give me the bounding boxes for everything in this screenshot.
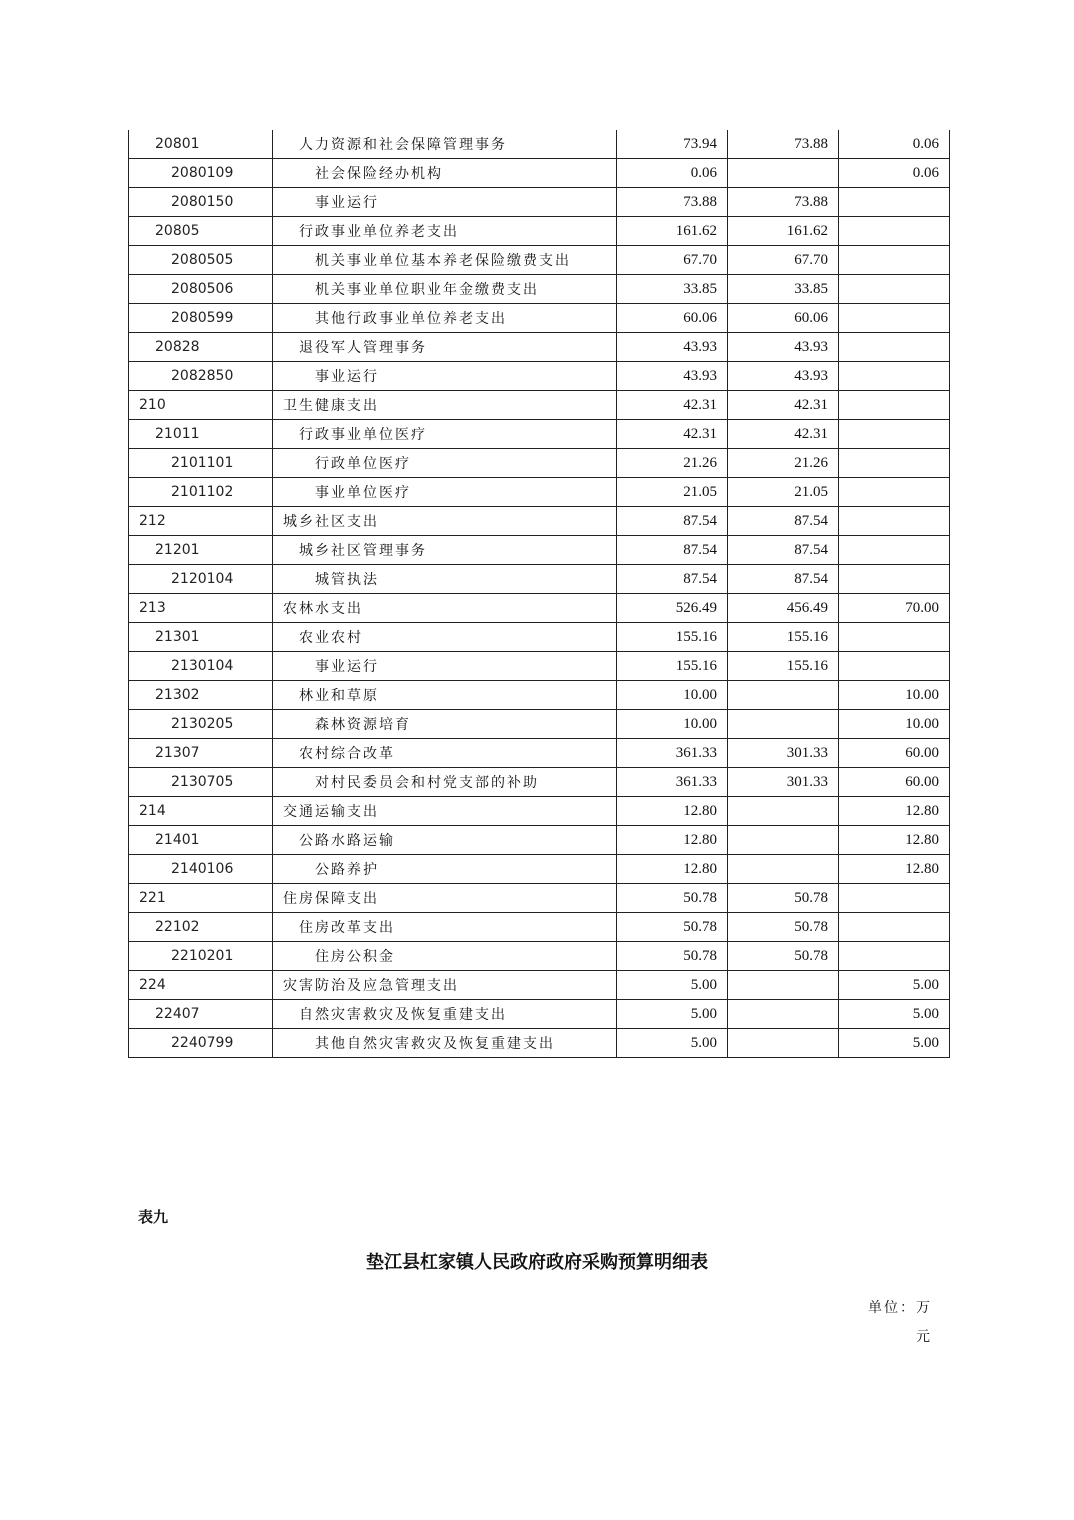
total-amount-cell: 43.93: [617, 333, 728, 362]
basic-expenditure-cell: 87.54: [728, 507, 839, 536]
total-amount-cell: 50.78: [617, 942, 728, 971]
code-cell: 2080599: [129, 304, 273, 333]
basic-expenditure-cell: [728, 797, 839, 826]
basic-expenditure-cell: 50.78: [728, 884, 839, 913]
code-cell: 212: [129, 507, 273, 536]
unit-label: 单位：万元: [868, 1300, 932, 1345]
project-expenditure-cell: [839, 188, 950, 217]
total-amount-cell: 161.62: [617, 217, 728, 246]
table-row: [129, 275, 950, 304]
table-row: [129, 333, 950, 362]
total-amount-cell: 43.93: [617, 362, 728, 391]
project-expenditure-cell: [839, 217, 950, 246]
table-row: [129, 536, 950, 565]
table-row: [129, 855, 950, 884]
name-cell: 其他行政事业单位养老支出: [273, 304, 617, 333]
total-amount-cell: 42.31: [617, 420, 728, 449]
name-cell: 农业农村: [273, 623, 617, 652]
basic-expenditure-cell: 21.05: [728, 478, 839, 507]
code-cell: 21201: [129, 536, 273, 565]
table-row: [129, 217, 950, 246]
basic-expenditure-cell: 161.62: [728, 217, 839, 246]
table-row: [129, 246, 950, 275]
basic-expenditure-cell: [728, 971, 839, 1000]
total-amount-cell: 12.80: [617, 855, 728, 884]
table-row: [129, 884, 950, 913]
total-amount-cell: 526.49: [617, 594, 728, 623]
table-row: [129, 594, 950, 623]
name-cell: 行政事业单位养老支出: [273, 217, 617, 246]
code-cell: 21307: [129, 739, 273, 768]
basic-expenditure-cell: [728, 159, 839, 188]
total-amount-cell: 21.05: [617, 478, 728, 507]
code-cell: 2130205: [129, 710, 273, 739]
code-cell: 2080506: [129, 275, 273, 304]
code-cell: 2101102: [129, 478, 273, 507]
total-amount-cell: 21.26: [617, 449, 728, 478]
basic-expenditure-cell: 33.85: [728, 275, 839, 304]
name-cell: 城乡社区支出: [273, 507, 617, 536]
name-cell: 森林资源培育: [273, 710, 617, 739]
total-amount-cell: 60.06: [617, 304, 728, 333]
table-row: [129, 681, 950, 710]
basic-expenditure-cell: 42.31: [728, 391, 839, 420]
code-cell: 21301: [129, 623, 273, 652]
table-row: [129, 826, 950, 855]
name-cell: 事业运行: [273, 362, 617, 391]
name-cell: 机关事业单位职业年金缴费支出: [273, 275, 617, 304]
project-expenditure-cell: 5.00: [839, 971, 950, 1000]
project-expenditure-cell: [839, 913, 950, 942]
name-cell: 人力资源和社会保障管理事务: [273, 130, 617, 159]
table-row: [129, 565, 950, 594]
code-cell: 2101101: [129, 449, 273, 478]
total-amount-cell: 73.88: [617, 188, 728, 217]
total-amount-cell: 73.94: [617, 130, 728, 159]
project-expenditure-cell: [839, 246, 950, 275]
basic-expenditure-cell: 43.93: [728, 362, 839, 391]
basic-expenditure-cell: 43.93: [728, 333, 839, 362]
table-row: [129, 768, 950, 797]
project-expenditure-cell: 70.00: [839, 594, 950, 623]
table-row: [129, 652, 950, 681]
name-cell: 自然灾害救灾及恢复重建支出: [273, 1000, 617, 1029]
name-cell: 行政事业单位医疗: [273, 420, 617, 449]
basic-expenditure-cell: 50.78: [728, 942, 839, 971]
table-row: [129, 1029, 950, 1058]
name-cell: 其他自然灾害救灾及恢复重建支出: [273, 1029, 617, 1058]
project-expenditure-cell: [839, 333, 950, 362]
total-amount-cell: 10.00: [617, 681, 728, 710]
project-expenditure-cell: 60.00: [839, 739, 950, 768]
code-cell: 21302: [129, 681, 273, 710]
name-cell: 行政单位医疗: [273, 449, 617, 478]
total-amount-cell: 87.54: [617, 565, 728, 594]
budget-table: [128, 130, 950, 1058]
basic-expenditure-cell: 87.54: [728, 536, 839, 565]
project-expenditure-cell: 5.00: [839, 1000, 950, 1029]
project-expenditure-cell: [839, 478, 950, 507]
name-cell: 住房改革支出: [273, 913, 617, 942]
code-cell: 2080505: [129, 246, 273, 275]
code-cell: 214: [129, 797, 273, 826]
basic-expenditure-cell: 155.16: [728, 623, 839, 652]
total-amount-cell: 67.70: [617, 246, 728, 275]
table-row: [129, 623, 950, 652]
table-row: [129, 739, 950, 768]
name-cell: 退役军人管理事务: [273, 333, 617, 362]
basic-expenditure-cell: 50.78: [728, 913, 839, 942]
code-cell: 21011: [129, 420, 273, 449]
project-expenditure-cell: 60.00: [839, 768, 950, 797]
name-cell: 卫生健康支出: [273, 391, 617, 420]
name-cell: 住房保障支出: [273, 884, 617, 913]
project-expenditure-cell: 10.00: [839, 681, 950, 710]
code-cell: 2140106: [129, 855, 273, 884]
project-expenditure-cell: [839, 420, 950, 449]
table-row: [129, 188, 950, 217]
code-cell: 2080109: [129, 159, 273, 188]
project-expenditure-cell: 0.06: [839, 159, 950, 188]
name-cell: 事业运行: [273, 652, 617, 681]
table-row: [129, 710, 950, 739]
total-amount-cell: 87.54: [617, 507, 728, 536]
code-cell: 221: [129, 884, 273, 913]
code-cell: 2080150: [129, 188, 273, 217]
table-row: [129, 449, 950, 478]
name-cell: 社会保险经办机构: [273, 159, 617, 188]
basic-expenditure-cell: 73.88: [728, 130, 839, 159]
project-expenditure-cell: [839, 652, 950, 681]
basic-expenditure-cell: 155.16: [728, 652, 839, 681]
name-cell: 机关事业单位基本养老保险缴费支出: [273, 246, 617, 275]
basic-expenditure-cell: 67.70: [728, 246, 839, 275]
name-cell: 农林水支出: [273, 594, 617, 623]
code-cell: 2240799: [129, 1029, 273, 1058]
table-row: [129, 942, 950, 971]
project-expenditure-cell: [839, 565, 950, 594]
code-cell: 2130705: [129, 768, 273, 797]
total-amount-cell: 12.80: [617, 826, 728, 855]
basic-expenditure-cell: [728, 826, 839, 855]
code-cell: 20828: [129, 333, 273, 362]
project-expenditure-cell: [839, 391, 950, 420]
table-row: [129, 478, 950, 507]
total-amount-cell: 5.00: [617, 1000, 728, 1029]
code-cell: 21401: [129, 826, 273, 855]
table-row: [129, 797, 950, 826]
code-cell: 224: [129, 971, 273, 1000]
code-cell: 2120104: [129, 565, 273, 594]
code-cell: 22102: [129, 913, 273, 942]
project-expenditure-cell: [839, 449, 950, 478]
project-expenditure-cell: 12.80: [839, 826, 950, 855]
total-amount-cell: 50.78: [617, 884, 728, 913]
project-expenditure-cell: 12.80: [839, 797, 950, 826]
basic-expenditure-cell: [728, 681, 839, 710]
basic-expenditure-cell: [728, 1000, 839, 1029]
basic-expenditure-cell: [728, 855, 839, 884]
name-cell: 农村综合改革: [273, 739, 617, 768]
total-amount-cell: 87.54: [617, 536, 728, 565]
total-amount-cell: 5.00: [617, 1029, 728, 1058]
total-amount-cell: 12.80: [617, 797, 728, 826]
basic-expenditure-cell: [728, 710, 839, 739]
table-row: [129, 507, 950, 536]
table-row: [129, 913, 950, 942]
name-cell: 城管执法: [273, 565, 617, 594]
project-expenditure-cell: [839, 536, 950, 565]
total-amount-cell: 361.33: [617, 768, 728, 797]
name-cell: 事业运行: [273, 188, 617, 217]
name-cell: 灾害防治及应急管理支出: [273, 971, 617, 1000]
project-expenditure-cell: 0.06: [839, 130, 950, 159]
project-expenditure-cell: [839, 275, 950, 304]
table-row: [129, 1000, 950, 1029]
code-cell: 210: [129, 391, 273, 420]
total-amount-cell: 10.00: [617, 710, 728, 739]
project-expenditure-cell: [839, 362, 950, 391]
total-amount-cell: 42.31: [617, 391, 728, 420]
name-cell: 对村民委员会和村党支部的补助: [273, 768, 617, 797]
total-amount-cell: 0.06: [617, 159, 728, 188]
basic-expenditure-cell: 42.31: [728, 420, 839, 449]
project-expenditure-cell: [839, 304, 950, 333]
table-row: [129, 420, 950, 449]
table-row: [129, 130, 950, 159]
project-expenditure-cell: [839, 507, 950, 536]
basic-expenditure-cell: 301.33: [728, 739, 839, 768]
table-number-label: 表九: [138, 1208, 169, 1226]
total-amount-cell: 155.16: [617, 623, 728, 652]
table-row: [129, 391, 950, 420]
code-cell: 20805: [129, 217, 273, 246]
basic-expenditure-cell: 87.54: [728, 565, 839, 594]
total-amount-cell: 361.33: [617, 739, 728, 768]
project-expenditure-cell: 5.00: [839, 1029, 950, 1058]
basic-expenditure-cell: 21.26: [728, 449, 839, 478]
code-cell: 2082850: [129, 362, 273, 391]
document-title: 垫江县杠家镇人民政府政府采购预算明细表: [366, 1252, 708, 1273]
basic-expenditure-cell: 456.49: [728, 594, 839, 623]
basic-expenditure-cell: 60.06: [728, 304, 839, 333]
project-expenditure-cell: 12.80: [839, 855, 950, 884]
code-cell: 2130104: [129, 652, 273, 681]
table-row: [129, 304, 950, 333]
total-amount-cell: 155.16: [617, 652, 728, 681]
name-cell: 城乡社区管理事务: [273, 536, 617, 565]
total-amount-cell: 50.78: [617, 913, 728, 942]
basic-expenditure-cell: 73.88: [728, 188, 839, 217]
table-row: [129, 362, 950, 391]
code-cell: 213: [129, 594, 273, 623]
table-row: [129, 159, 950, 188]
total-amount-cell: 5.00: [617, 971, 728, 1000]
total-amount-cell: 33.85: [617, 275, 728, 304]
budget-table-body: [129, 130, 950, 1058]
name-cell: 交通运输支出: [273, 797, 617, 826]
project-expenditure-cell: [839, 884, 950, 913]
basic-expenditure-cell: [728, 1029, 839, 1058]
code-cell: 2210201: [129, 942, 273, 971]
name-cell: 公路水路运输: [273, 826, 617, 855]
name-cell: 住房公积金: [273, 942, 617, 971]
code-cell: 20801: [129, 130, 273, 159]
basic-expenditure-cell: 301.33: [728, 768, 839, 797]
project-expenditure-cell: [839, 942, 950, 971]
code-cell: 22407: [129, 1000, 273, 1029]
name-cell: 事业单位医疗: [273, 478, 617, 507]
name-cell: 公路养护: [273, 855, 617, 884]
project-expenditure-cell: [839, 623, 950, 652]
table-row: [129, 971, 950, 1000]
project-expenditure-cell: 10.00: [839, 710, 950, 739]
name-cell: 林业和草原: [273, 681, 617, 710]
